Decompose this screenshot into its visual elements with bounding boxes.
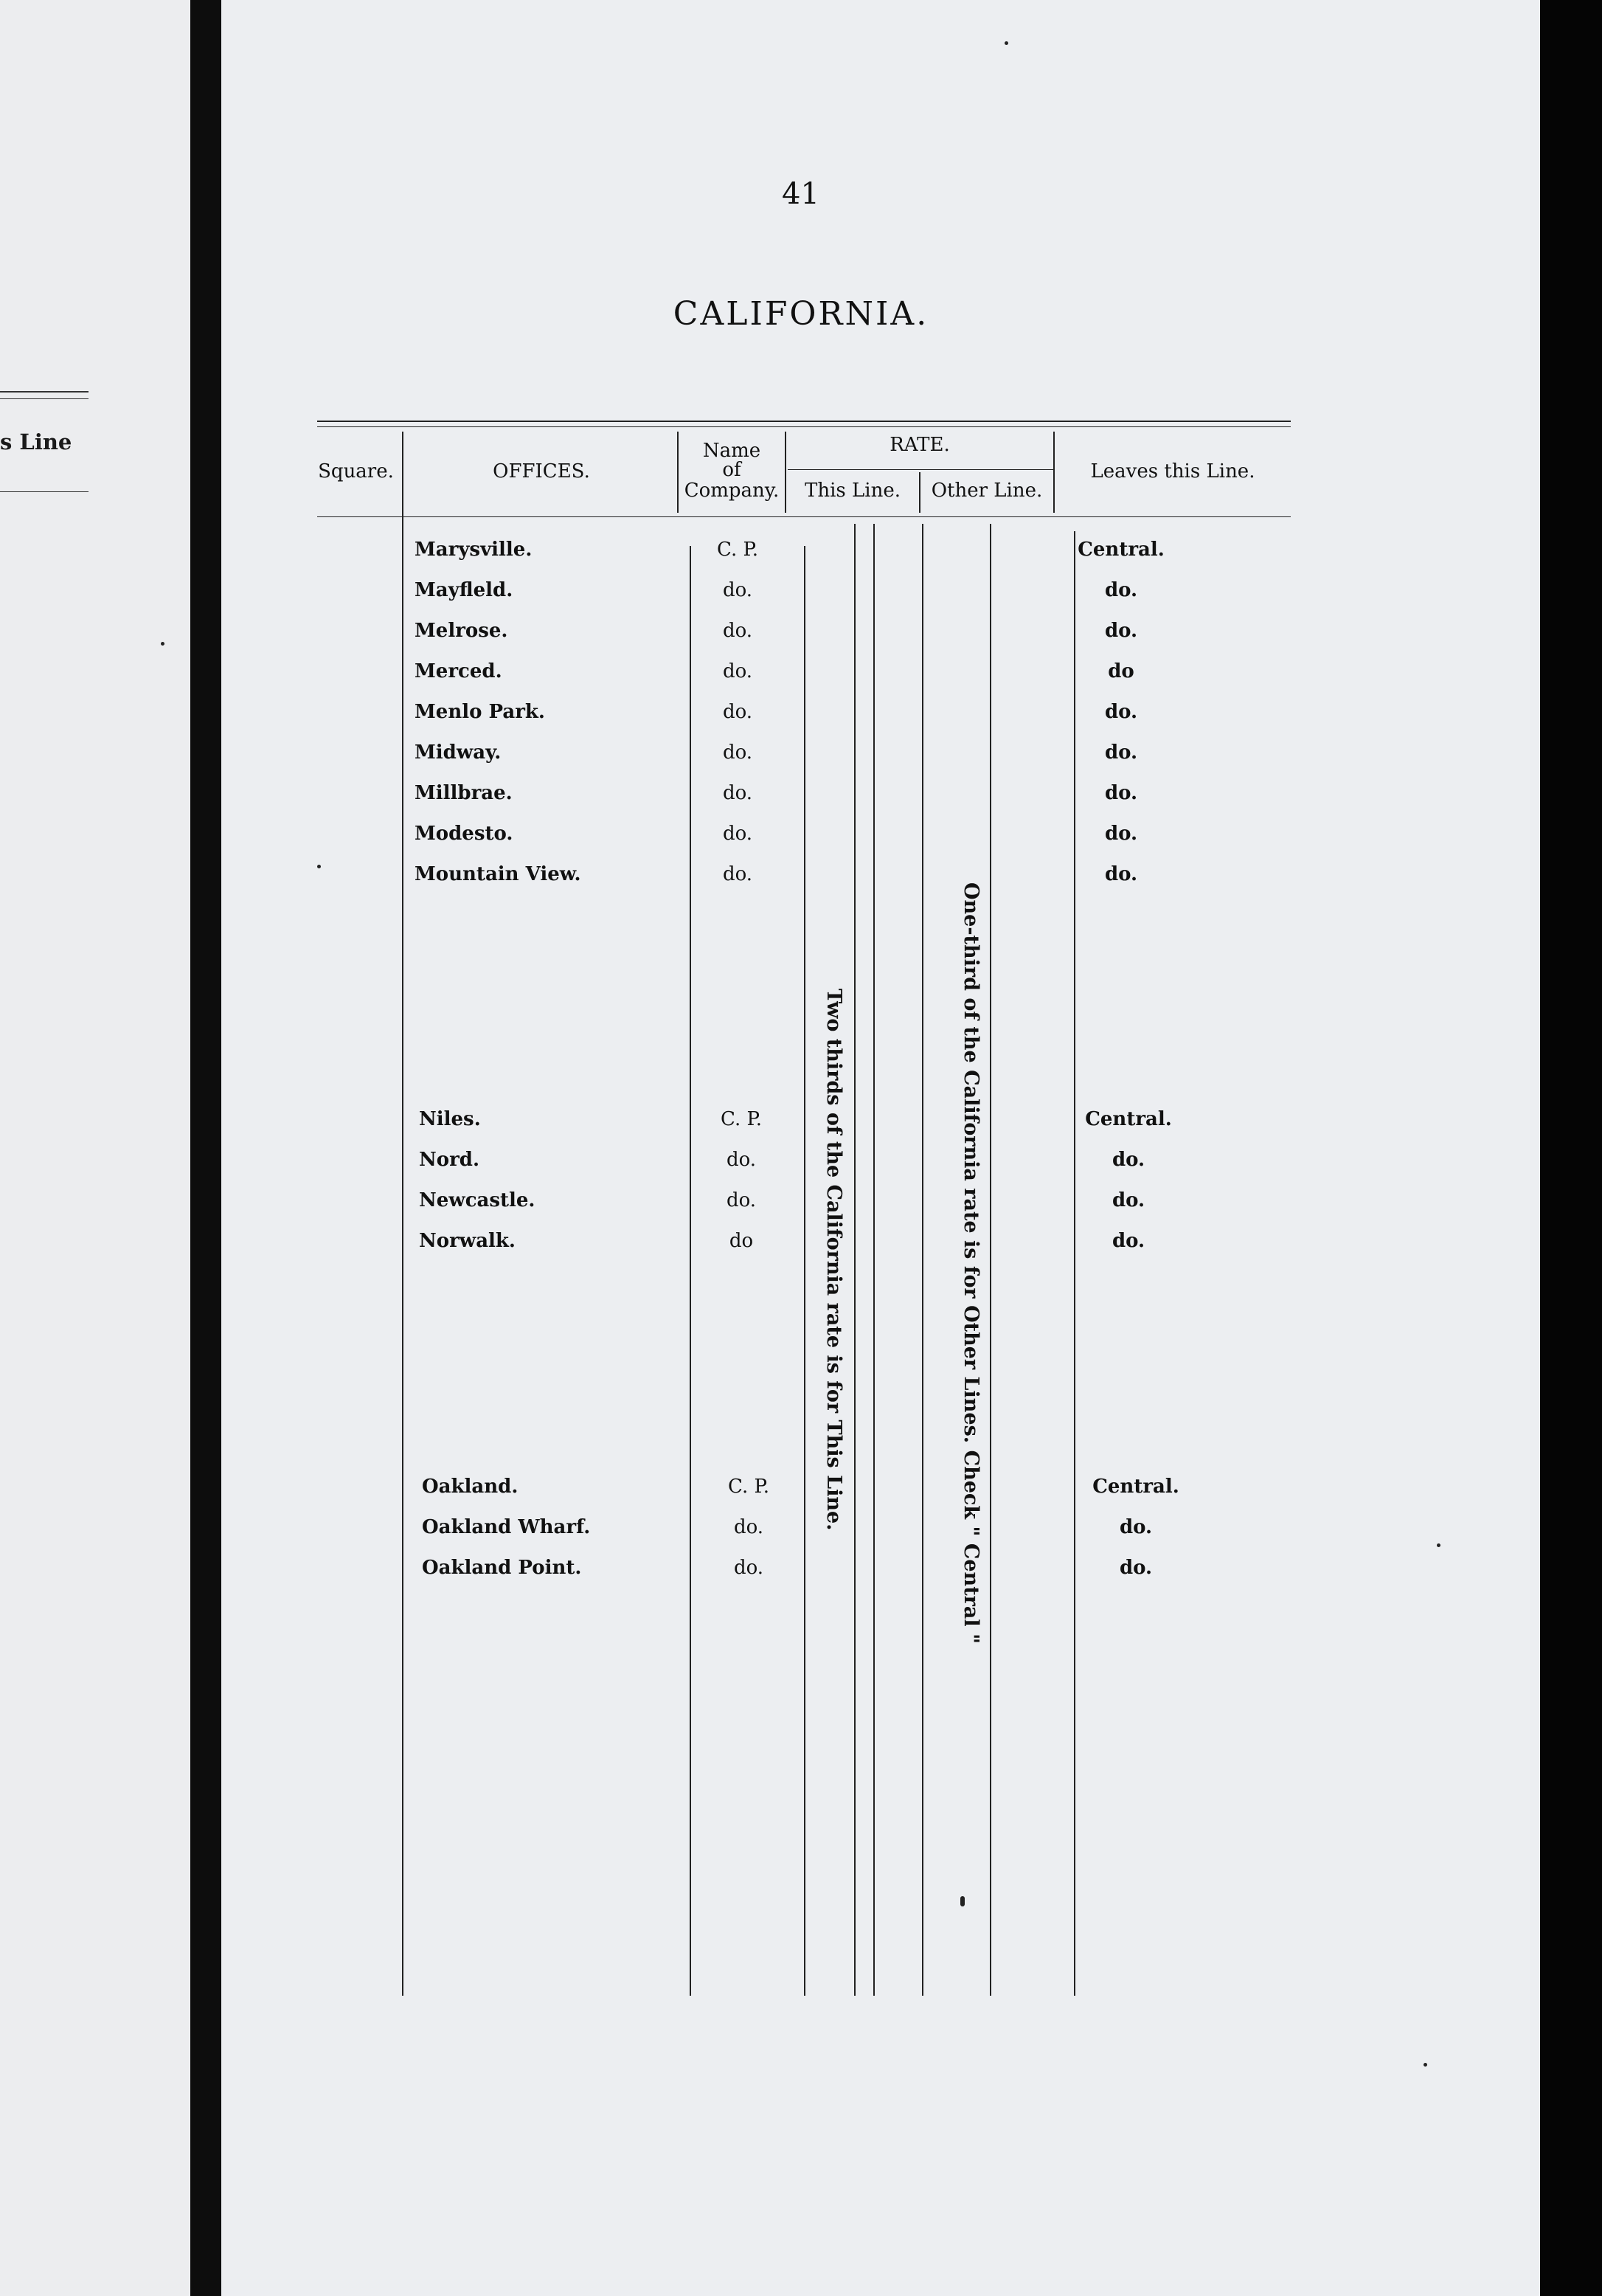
row-office: Midway. bbox=[415, 741, 502, 764]
row-office: Oakland. bbox=[422, 1476, 519, 1498]
page-speck bbox=[1437, 1543, 1440, 1547]
row-company: do. bbox=[722, 863, 753, 885]
header-bottom-rule bbox=[317, 516, 1291, 517]
header-offices: OFFICES. bbox=[493, 460, 590, 483]
row-leaves: do. bbox=[1112, 1149, 1145, 1171]
header-this-line: This Line. bbox=[805, 480, 901, 502]
row-leaves: do. bbox=[1104, 782, 1138, 804]
left-page-rule bbox=[0, 491, 89, 492]
row-office: Niles. bbox=[419, 1108, 481, 1130]
row-leaves: do. bbox=[1112, 1189, 1145, 1211]
page-title-text: CALIFORNIA. bbox=[673, 295, 929, 333]
row-company: do. bbox=[726, 1149, 757, 1171]
row-leaves: do. bbox=[1104, 701, 1138, 723]
row-office: Norwalk. bbox=[419, 1230, 516, 1252]
right-page bbox=[221, 0, 1540, 2296]
row-company: do. bbox=[722, 701, 753, 723]
row-office: Oakland Point. bbox=[422, 1557, 582, 1579]
row-office: Millbrae. bbox=[415, 782, 513, 804]
row-company: C. P. bbox=[728, 1476, 769, 1498]
header-name-of-company-3: Company. bbox=[684, 480, 780, 502]
page-speck bbox=[1005, 41, 1008, 45]
header-other-line: Other Line. bbox=[931, 480, 1043, 502]
row-company: do. bbox=[726, 1189, 757, 1211]
row-office: Oakland Wharf. bbox=[422, 1516, 591, 1538]
left-page-rule bbox=[0, 391, 89, 393]
header-square: Square. bbox=[318, 460, 394, 483]
row-company: do. bbox=[733, 1516, 764, 1538]
row-office: Modesto. bbox=[415, 823, 513, 845]
row-office: Mountain View. bbox=[415, 863, 581, 885]
book-spine bbox=[190, 0, 221, 2296]
row-leaves: do. bbox=[1112, 1230, 1145, 1252]
header-name-of-company-2: of bbox=[722, 459, 741, 481]
row-company: do. bbox=[722, 741, 753, 764]
column-rule-this-line-a bbox=[854, 524, 856, 1996]
row-leaves: Central. bbox=[1078, 539, 1165, 561]
row-office: Melrose. bbox=[415, 620, 508, 642]
row-company: C. P. bbox=[721, 1108, 762, 1130]
row-office: Marysville. bbox=[415, 539, 533, 561]
row-leaves: do. bbox=[1119, 1557, 1153, 1579]
page-edge-shadow bbox=[1540, 0, 1602, 2296]
row-office: Merced. bbox=[415, 660, 502, 682]
left-page-rule bbox=[0, 398, 89, 399]
header-rate: RATE. bbox=[890, 434, 950, 456]
row-company: do. bbox=[722, 660, 753, 682]
row-leaves: do. bbox=[1104, 863, 1138, 885]
row-leaves: do. bbox=[1104, 579, 1138, 601]
row-leaves: do. bbox=[1104, 620, 1138, 642]
rate-note-other-line: One-third of the California rate is for Other Lines. Check " Central " bbox=[960, 882, 982, 1645]
row-company: do. bbox=[722, 823, 753, 845]
column-rule-other-line-b bbox=[990, 524, 991, 1996]
row-company: C. P. bbox=[717, 539, 758, 561]
page-number: 41 bbox=[782, 177, 819, 211]
left-page-text: s Line bbox=[0, 429, 72, 454]
column-rule-company bbox=[804, 546, 805, 1996]
table-top-rule bbox=[317, 421, 1291, 422]
column-rule-other-line-a bbox=[922, 524, 923, 1996]
row-company: do. bbox=[722, 579, 753, 601]
table-top-rule-thin bbox=[317, 426, 1291, 427]
page-speck bbox=[161, 642, 164, 646]
header-name-of-company-1: Name bbox=[702, 440, 761, 462]
row-leaves: do. bbox=[1119, 1516, 1153, 1538]
page-title bbox=[0, 295, 1602, 333]
column-rule-square bbox=[402, 432, 403, 1996]
header-leaves-this-line: Leaves this Line. bbox=[1090, 460, 1255, 483]
row-company: do. bbox=[722, 620, 753, 642]
row-leaves: Central. bbox=[1085, 1108, 1172, 1130]
page-speck bbox=[1424, 2063, 1427, 2067]
row-office: Mayfleld. bbox=[415, 579, 513, 601]
row-company: do bbox=[729, 1230, 754, 1252]
row-office: Newcastle. bbox=[419, 1189, 535, 1211]
row-company: do. bbox=[733, 1557, 764, 1579]
row-leaves: Central. bbox=[1092, 1476, 1179, 1498]
row-leaves: do. bbox=[1104, 823, 1138, 845]
row-company: do. bbox=[722, 782, 753, 804]
left-page-fragment bbox=[0, 0, 190, 2296]
row-office: Nord. bbox=[419, 1149, 480, 1171]
column-rule-this-line-b bbox=[873, 524, 875, 1996]
rate-header-rule bbox=[788, 469, 1053, 470]
page-speck bbox=[960, 1896, 965, 1906]
row-office: Menlo Park. bbox=[415, 701, 545, 723]
page-speck bbox=[317, 865, 321, 868]
row-leaves: do bbox=[1108, 660, 1134, 682]
rate-note-this-line: Two thirds of the California rate is for This Line. bbox=[822, 989, 845, 1531]
row-leaves: do. bbox=[1104, 741, 1138, 764]
